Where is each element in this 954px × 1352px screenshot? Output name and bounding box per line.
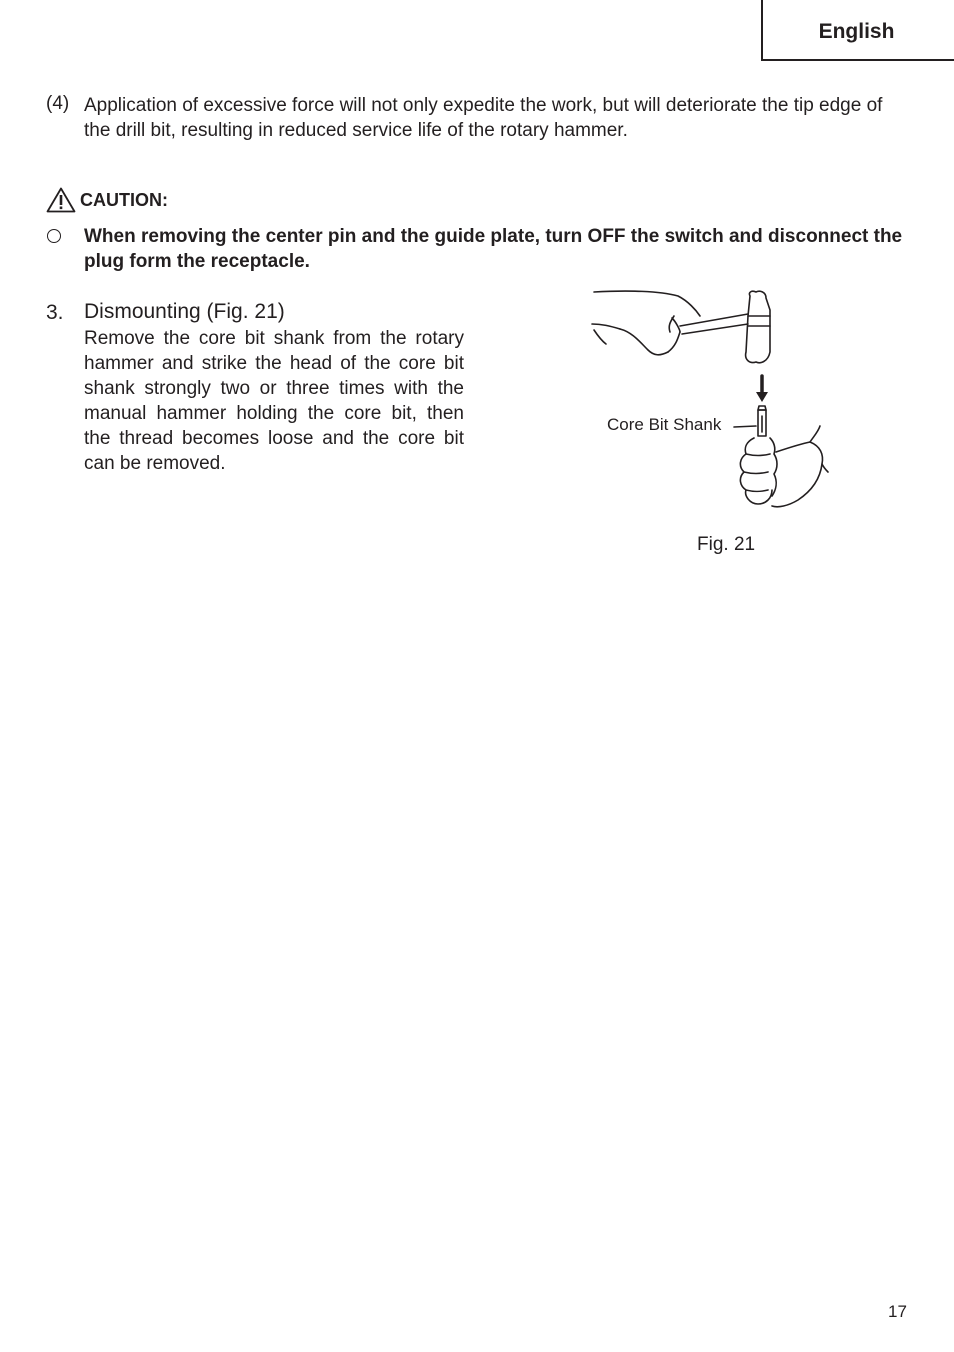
note-text: Application of excessive force will not only expedite the work, but will deteriorate the tip edge of the drill bit, resulting in reduced service life of the rotary hammer. xyxy=(84,95,883,141)
language-tab xyxy=(761,0,954,61)
caution-heading xyxy=(46,186,168,214)
note-number: (4) xyxy=(46,93,70,114)
section-number: 3. xyxy=(46,301,64,324)
page-number: 17 xyxy=(888,1302,907,1321)
section-title: Dismounting (Fig. 21) xyxy=(84,300,285,323)
section-body: Remove the core bit shank from the rotary hammer and strike the head of the core bit shank strongly two or three times with the manual hammer holding the core bit, then the thread becomes loose and the core bit can be removed. xyxy=(84,328,464,474)
caution-label: CAUTION: xyxy=(80,189,168,210)
figure-label: Core Bit Shank xyxy=(607,415,722,434)
warning-triangle-icon xyxy=(46,187,76,213)
circle-bullet-icon xyxy=(47,229,61,243)
figure-caption: Fig. 21 xyxy=(697,534,756,555)
language-label: English xyxy=(818,20,895,43)
figure-illustration xyxy=(588,286,838,526)
caution-text: When removing the center pin and the guide plate, turn OFF the switch and disconnect the plug form the receptacle. xyxy=(84,226,903,272)
